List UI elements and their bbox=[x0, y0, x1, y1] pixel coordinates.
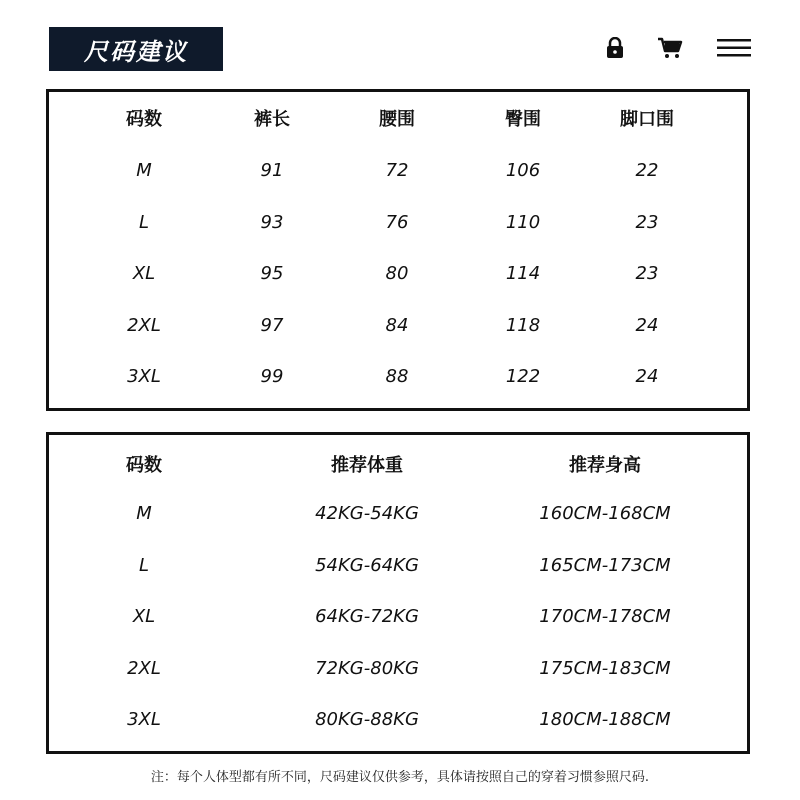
table-cell: 24 bbox=[635, 315, 659, 336]
table-cell: L bbox=[138, 212, 150, 233]
table-cell: 64KG-72KG bbox=[315, 606, 419, 627]
table-cell: 23 bbox=[635, 212, 659, 233]
recommend-table-header: 推荐身高 bbox=[569, 455, 641, 476]
table-cell: 91 bbox=[260, 160, 284, 181]
table-cell: 122 bbox=[505, 366, 541, 387]
size-table-header: 码数 bbox=[126, 109, 162, 130]
page-title: 尺码建议 bbox=[49, 27, 223, 71]
table-cell: 97 bbox=[260, 315, 284, 336]
table-cell: 180CM-188CM bbox=[539, 709, 671, 730]
table-cell: XL bbox=[132, 263, 156, 284]
recommend-table-header: 码数 bbox=[126, 455, 162, 476]
table-cell: 93 bbox=[260, 212, 284, 233]
table-cell: 84 bbox=[385, 315, 409, 336]
size-table-header: 臀围 bbox=[505, 109, 541, 130]
table-cell: 2XL bbox=[127, 658, 161, 679]
table-cell: 2XL bbox=[127, 315, 161, 336]
table-cell: 175CM-183CM bbox=[539, 658, 671, 679]
table-cell: 118 bbox=[505, 315, 541, 336]
lock-icon[interactable] bbox=[605, 37, 625, 59]
table-cell: 72 bbox=[385, 160, 409, 181]
table-cell: 24 bbox=[635, 366, 659, 387]
menu-icon[interactable] bbox=[717, 37, 751, 59]
table-cell: M bbox=[136, 503, 152, 524]
table-cell: 110 bbox=[505, 212, 541, 233]
table-cell: M bbox=[136, 160, 152, 181]
size-table-header: 脚口围 bbox=[620, 109, 674, 130]
recommend-table-header: 推荐体重 bbox=[331, 455, 403, 476]
cart-icon[interactable] bbox=[657, 37, 683, 59]
recommend-table bbox=[46, 432, 750, 754]
table-cell: 80 bbox=[385, 263, 409, 284]
table-cell: 76 bbox=[385, 212, 409, 233]
table-cell: XL bbox=[132, 606, 156, 627]
table-cell: 42KG-54KG bbox=[315, 503, 419, 524]
size-table-header: 腰围 bbox=[379, 109, 415, 130]
table-cell: 88 bbox=[385, 366, 409, 387]
footer-note: 注：每个人体型都有所不同，尺码建议仅供参考，具体请按照自己的穿着习惯参照尺码. bbox=[150, 770, 650, 785]
table-cell: 3XL bbox=[127, 709, 161, 730]
table-cell: L bbox=[138, 555, 150, 576]
table-cell: 165CM-173CM bbox=[539, 555, 671, 576]
table-cell: 54KG-64KG bbox=[315, 555, 419, 576]
table-cell: 160CM-168CM bbox=[539, 503, 671, 524]
table-cell: 22 bbox=[635, 160, 659, 181]
table-cell: 95 bbox=[260, 263, 284, 284]
top-icons bbox=[575, 30, 775, 66]
table-cell: 23 bbox=[635, 263, 659, 284]
size-table-header: 裤长 bbox=[254, 109, 290, 130]
table-cell: 114 bbox=[505, 263, 541, 284]
table-cell: 99 bbox=[260, 366, 284, 387]
table-cell: 3XL bbox=[127, 366, 161, 387]
table-cell: 170CM-178CM bbox=[539, 606, 671, 627]
table-cell: 80KG-88KG bbox=[315, 709, 419, 730]
table-cell: 106 bbox=[505, 160, 541, 181]
table-cell: 72KG-80KG bbox=[315, 658, 419, 679]
size-table bbox=[46, 89, 750, 411]
